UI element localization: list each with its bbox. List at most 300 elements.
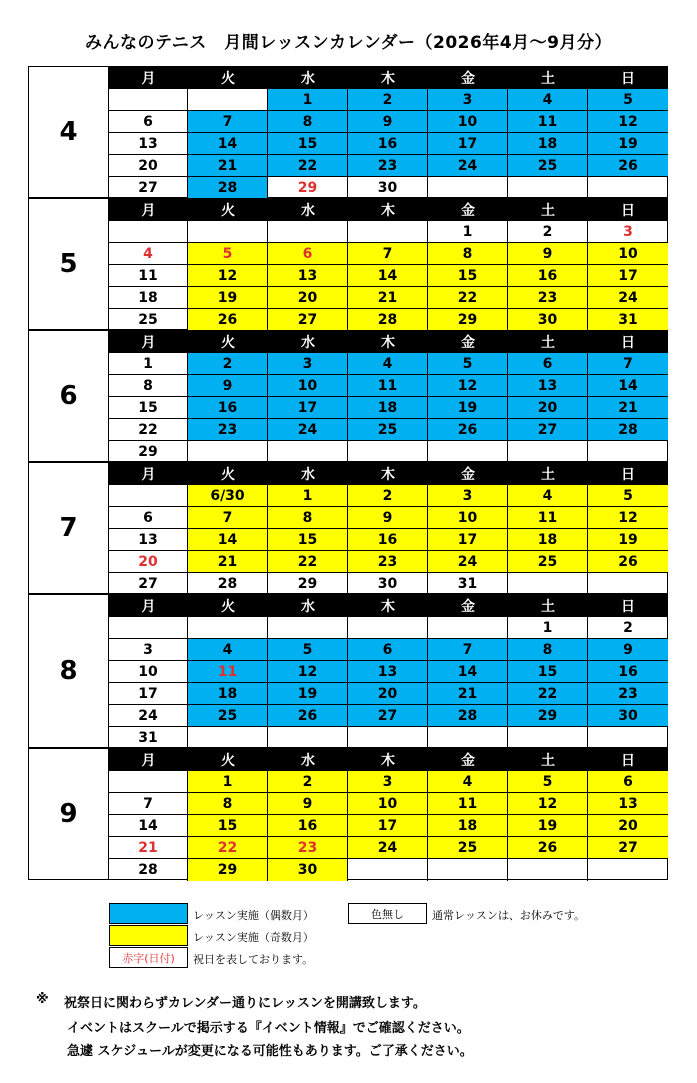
weekday-header: 火	[221, 467, 235, 483]
weekday-header: 金	[461, 753, 475, 769]
weekday-header: 月	[141, 467, 156, 483]
week-row	[109, 419, 668, 441]
page-title: みんなのテニス 月間レッスンカレンダー（2026年4月～9月分）	[84, 33, 612, 53]
month-label: 9	[29, 749, 109, 879]
day-cell: 27	[268, 309, 348, 331]
day-cell	[109, 617, 188, 639]
week-row	[109, 221, 668, 243]
day-cell: 22	[188, 837, 268, 859]
day-cell: 23	[348, 155, 428, 177]
day-cell: 30	[508, 309, 588, 331]
day-cell: 3	[428, 485, 508, 507]
day-cell	[188, 617, 268, 639]
day-cell	[109, 771, 188, 793]
day-cell: 26	[508, 837, 588, 859]
day-cell: 13	[588, 793, 668, 815]
day-cell: 17	[428, 529, 508, 551]
day-cell: 3	[428, 89, 508, 111]
weekday-header: 金	[461, 335, 475, 351]
day-cell: 13	[348, 661, 428, 683]
week-row	[109, 265, 668, 287]
day-cell: 23	[268, 837, 348, 859]
week-row	[109, 133, 668, 155]
day-cell: 9	[348, 111, 428, 133]
note-line-2: イベントはスクールで掲示する『イベント情報』でご確認ください。	[67, 1021, 470, 1036]
day-cell: 13	[508, 375, 588, 397]
day-cell: 28	[188, 573, 268, 595]
day-cell: 14	[188, 133, 268, 155]
day-cell: 12	[428, 375, 508, 397]
day-cell	[428, 727, 508, 749]
weekday-header: 金	[461, 599, 475, 615]
week-row	[109, 89, 668, 111]
day-cell: 10	[348, 793, 428, 815]
weekday-header: 金	[461, 203, 475, 219]
day-cell	[428, 441, 508, 463]
day-cell: 25	[428, 837, 508, 859]
weekday-header: 日	[621, 467, 635, 483]
week-row	[109, 771, 668, 793]
day-cell: 7	[188, 111, 268, 133]
week-row	[109, 815, 668, 837]
day-cell	[588, 177, 668, 199]
day-cell: 13	[109, 529, 188, 551]
day-cell: 4	[508, 89, 588, 111]
day-cell: 24	[268, 419, 348, 441]
week-row	[109, 859, 668, 881]
month-block	[28, 748, 668, 880]
day-cell: 10	[588, 243, 668, 265]
day-cell: 9	[268, 793, 348, 815]
month-block	[28, 66, 668, 198]
note-line-1: 祝祭日に関わらずカレンダー通りにレッスンを開講致します。	[64, 996, 426, 1011]
day-cell: 18	[348, 397, 428, 419]
day-cell: 2	[268, 771, 348, 793]
legend-nocolor-box	[348, 903, 427, 924]
month-label: 7	[29, 463, 109, 593]
legend-red-box-label: 赤字(日付)	[122, 951, 175, 965]
day-cell	[268, 221, 348, 243]
day-cell: 4	[508, 485, 588, 507]
day-cell: 11	[188, 661, 268, 683]
day-cell: 6/30	[188, 485, 268, 507]
day-cell: 25	[508, 551, 588, 573]
day-cell: 20	[268, 287, 348, 309]
note-mark: ※	[36, 992, 49, 1007]
month-label: 8	[29, 595, 109, 747]
day-cell: 31	[428, 573, 508, 595]
day-cell: 1	[428, 221, 508, 243]
week-row	[109, 573, 668, 595]
day-cell: 14	[428, 661, 508, 683]
day-cell: 3	[268, 353, 348, 375]
day-cell: 17	[588, 265, 668, 287]
day-cell: 1	[188, 771, 268, 793]
day-cell	[508, 573, 588, 595]
day-cell: 10	[428, 507, 508, 529]
day-cell: 12	[268, 661, 348, 683]
month-grid	[109, 331, 668, 463]
day-cell: 9	[188, 375, 268, 397]
day-cell: 22	[109, 419, 188, 441]
day-cell: 7	[188, 507, 268, 529]
day-cell: 1	[109, 353, 188, 375]
weekday-header: 土	[541, 71, 555, 87]
day-cell: 12	[588, 507, 668, 529]
week-row	[109, 551, 668, 573]
day-cell	[109, 485, 188, 507]
weekday-header: 木	[381, 203, 395, 219]
week-row	[109, 309, 668, 331]
day-cell: 4	[109, 243, 188, 265]
day-cell: 5	[588, 485, 668, 507]
day-cell: 19	[188, 287, 268, 309]
day-cell: 2	[348, 89, 428, 111]
day-cell: 21	[348, 287, 428, 309]
day-cell: 30	[348, 573, 428, 595]
day-cell: 15	[508, 661, 588, 683]
day-cell: 14	[348, 265, 428, 287]
day-cell: 29	[268, 573, 348, 595]
day-cell: 10	[268, 375, 348, 397]
day-cell: 22	[508, 683, 588, 705]
day-cell: 11	[348, 375, 428, 397]
day-cell: 25	[109, 309, 188, 331]
month-grid	[109, 199, 668, 331]
day-cell: 1	[268, 485, 348, 507]
week-row	[109, 705, 668, 727]
weekday-header: 日	[621, 753, 635, 769]
day-cell: 23	[348, 551, 428, 573]
day-cell: 23	[508, 287, 588, 309]
day-cell: 5	[428, 353, 508, 375]
weekday-header: 日	[621, 335, 635, 351]
day-cell: 20	[588, 815, 668, 837]
day-cell: 27	[348, 705, 428, 727]
day-cell: 17	[109, 683, 188, 705]
day-cell: 3	[109, 639, 188, 661]
weekday-header: 日	[621, 203, 635, 219]
day-cell: 6	[109, 507, 188, 529]
day-cell: 8	[268, 507, 348, 529]
day-cell: 25	[508, 155, 588, 177]
day-cell: 21	[588, 397, 668, 419]
day-cell	[508, 859, 588, 881]
day-cell: 8	[508, 639, 588, 661]
day-cell: 19	[508, 815, 588, 837]
day-cell: 12	[188, 265, 268, 287]
month-label: 5	[29, 199, 109, 329]
week-row	[109, 441, 668, 463]
day-cell	[348, 859, 428, 881]
day-cell: 12	[588, 111, 668, 133]
day-cell: 18	[188, 683, 268, 705]
month-grid	[109, 749, 668, 881]
weekday-header-row	[109, 749, 668, 771]
day-cell: 28	[109, 859, 188, 881]
day-cell: 21	[428, 683, 508, 705]
weekday-header: 水	[301, 599, 315, 615]
day-cell: 15	[188, 815, 268, 837]
day-cell: 18	[109, 287, 188, 309]
day-cell	[268, 617, 348, 639]
weekday-header: 木	[381, 467, 395, 483]
day-cell: 18	[428, 815, 508, 837]
weekday-header: 水	[301, 71, 315, 87]
day-cell: 27	[109, 573, 188, 595]
day-cell: 6	[508, 353, 588, 375]
day-cell: 20	[109, 551, 188, 573]
day-cell	[109, 221, 188, 243]
day-cell: 19	[268, 683, 348, 705]
day-cell: 29	[109, 441, 188, 463]
day-cell: 9	[348, 507, 428, 529]
day-cell	[508, 441, 588, 463]
month-block	[28, 462, 668, 594]
day-cell: 26	[588, 155, 668, 177]
day-cell: 21	[109, 837, 188, 859]
day-cell	[588, 859, 668, 881]
day-cell	[508, 177, 588, 199]
day-cell: 2	[508, 221, 588, 243]
weekday-header: 火	[221, 71, 235, 87]
month-block	[28, 594, 668, 748]
day-cell: 11	[428, 793, 508, 815]
legend-red-box	[109, 947, 188, 968]
day-cell: 21	[188, 155, 268, 177]
day-cell: 27	[109, 177, 188, 199]
day-cell: 12	[508, 793, 588, 815]
weekday-header: 火	[221, 203, 235, 219]
month-grid	[109, 463, 668, 595]
weekday-header: 月	[141, 599, 156, 615]
day-cell: 16	[588, 661, 668, 683]
week-row	[109, 683, 668, 705]
day-cell: 31	[588, 309, 668, 331]
weekday-header: 火	[221, 753, 235, 769]
day-cell	[268, 727, 348, 749]
weekday-header: 木	[381, 599, 395, 615]
day-cell: 25	[348, 419, 428, 441]
day-cell: 2	[188, 353, 268, 375]
day-cell: 25	[188, 705, 268, 727]
day-cell: 26	[428, 419, 508, 441]
month-grid	[109, 67, 668, 199]
weekday-header: 月	[141, 203, 156, 219]
legend-odd-swatch	[109, 925, 188, 946]
day-cell: 20	[348, 683, 428, 705]
month-block	[28, 330, 668, 462]
week-row	[109, 353, 668, 375]
day-cell: 30	[268, 859, 348, 881]
note-line-3: 急遽 スケジュールが変更になる可能性もあります。ご了承ください。	[67, 1044, 473, 1059]
weekday-header: 木	[381, 335, 395, 351]
day-cell: 8	[109, 375, 188, 397]
day-cell: 30	[588, 705, 668, 727]
day-cell: 11	[109, 265, 188, 287]
day-cell	[428, 177, 508, 199]
day-cell	[268, 441, 348, 463]
weekday-header: 木	[381, 753, 395, 769]
day-cell: 8	[428, 243, 508, 265]
day-cell: 26	[588, 551, 668, 573]
legend-even-label: レッスン実施（偶数月）	[193, 909, 314, 922]
legend-odd-label: レッスン実施（奇数月）	[193, 931, 314, 944]
week-row	[109, 793, 668, 815]
weekday-header: 火	[221, 599, 235, 615]
week-row	[109, 177, 668, 199]
day-cell: 28	[188, 177, 268, 199]
day-cell: 15	[109, 397, 188, 419]
day-cell: 20	[508, 397, 588, 419]
day-cell: 5	[588, 89, 668, 111]
day-cell: 19	[588, 133, 668, 155]
week-row	[109, 397, 668, 419]
day-cell: 13	[268, 265, 348, 287]
day-cell	[348, 441, 428, 463]
day-cell	[188, 441, 268, 463]
day-cell: 5	[268, 639, 348, 661]
day-cell: 13	[109, 133, 188, 155]
day-cell: 29	[428, 309, 508, 331]
weekday-header: 土	[541, 599, 555, 615]
weekday-header: 水	[301, 467, 315, 483]
day-cell: 17	[268, 397, 348, 419]
day-cell: 22	[268, 155, 348, 177]
day-cell: 3	[588, 221, 668, 243]
day-cell	[428, 859, 508, 881]
day-cell: 9	[508, 243, 588, 265]
day-cell: 27	[508, 419, 588, 441]
weekday-header-row	[109, 463, 668, 485]
day-cell: 11	[508, 507, 588, 529]
weekday-header: 土	[541, 203, 555, 219]
day-cell	[348, 617, 428, 639]
weekday-header: 土	[541, 335, 555, 351]
day-cell: 7	[588, 353, 668, 375]
day-cell: 14	[588, 375, 668, 397]
weekday-header: 金	[461, 71, 475, 87]
day-cell: 18	[508, 133, 588, 155]
day-cell: 16	[508, 265, 588, 287]
week-row	[109, 727, 668, 749]
day-cell: 21	[188, 551, 268, 573]
legend-red-label: 祝日を表しております。	[193, 953, 314, 966]
day-cell: 1	[508, 617, 588, 639]
weekday-header: 月	[141, 71, 156, 87]
day-cell	[188, 221, 268, 243]
day-cell: 27	[588, 837, 668, 859]
day-cell: 16	[348, 529, 428, 551]
day-cell: 2	[348, 485, 428, 507]
legend-nocolor-label: 通常レッスンは、お休みです。	[432, 909, 586, 922]
weekday-header: 月	[141, 753, 156, 769]
day-cell: 28	[588, 419, 668, 441]
day-cell: 16	[268, 815, 348, 837]
week-row	[109, 485, 668, 507]
day-cell: 10	[109, 661, 188, 683]
day-cell: 28	[428, 705, 508, 727]
weekday-header: 水	[301, 203, 315, 219]
day-cell	[588, 727, 668, 749]
weekday-header: 月	[141, 335, 156, 351]
day-cell: 2	[588, 617, 668, 639]
weekday-header: 水	[301, 335, 315, 351]
weekday-header-row	[109, 595, 668, 617]
day-cell: 6	[588, 771, 668, 793]
weekday-header: 土	[541, 753, 555, 769]
day-cell: 7	[348, 243, 428, 265]
day-cell: 6	[109, 111, 188, 133]
day-cell: 20	[109, 155, 188, 177]
day-cell: 17	[428, 133, 508, 155]
weekday-header-row	[109, 331, 668, 353]
month-block	[28, 198, 668, 330]
day-cell: 5	[508, 771, 588, 793]
day-cell: 6	[348, 639, 428, 661]
day-cell: 19	[588, 529, 668, 551]
week-row	[109, 507, 668, 529]
day-cell: 26	[268, 705, 348, 727]
day-cell: 18	[508, 529, 588, 551]
week-row	[109, 375, 668, 397]
weekday-header: 日	[621, 71, 635, 87]
day-cell	[588, 573, 668, 595]
week-row	[109, 639, 668, 661]
day-cell: 28	[348, 309, 428, 331]
day-cell	[188, 727, 268, 749]
day-cell: 15	[428, 265, 508, 287]
weekday-header: 木	[381, 71, 395, 87]
day-cell: 29	[188, 859, 268, 881]
week-row	[109, 661, 668, 683]
day-cell: 5	[188, 243, 268, 265]
day-cell: 7	[109, 793, 188, 815]
day-cell: 8	[188, 793, 268, 815]
day-cell: 22	[268, 551, 348, 573]
month-label: 4	[29, 67, 109, 197]
day-cell: 23	[588, 683, 668, 705]
day-cell: 23	[188, 419, 268, 441]
weekday-header: 水	[301, 753, 315, 769]
day-cell: 14	[109, 815, 188, 837]
day-cell: 24	[109, 705, 188, 727]
day-cell: 7	[428, 639, 508, 661]
day-cell	[508, 727, 588, 749]
day-cell: 30	[348, 177, 428, 199]
day-cell: 24	[588, 287, 668, 309]
day-cell: 4	[348, 353, 428, 375]
week-row	[109, 617, 668, 639]
day-cell	[348, 727, 428, 749]
day-cell: 9	[588, 639, 668, 661]
day-cell: 16	[348, 133, 428, 155]
day-cell: 26	[188, 309, 268, 331]
legend-nocolor-box-label: 色無し	[371, 907, 404, 921]
month-label: 6	[29, 331, 109, 461]
weekday-header: 土	[541, 467, 555, 483]
weekday-header-row	[109, 67, 668, 89]
month-grid	[109, 595, 668, 749]
day-cell	[428, 617, 508, 639]
weekday-header-row	[109, 199, 668, 221]
weekday-header: 日	[621, 599, 635, 615]
day-cell: 14	[188, 529, 268, 551]
day-cell: 24	[428, 551, 508, 573]
weekday-header: 火	[221, 335, 235, 351]
day-cell: 29	[508, 705, 588, 727]
day-cell	[188, 89, 268, 111]
